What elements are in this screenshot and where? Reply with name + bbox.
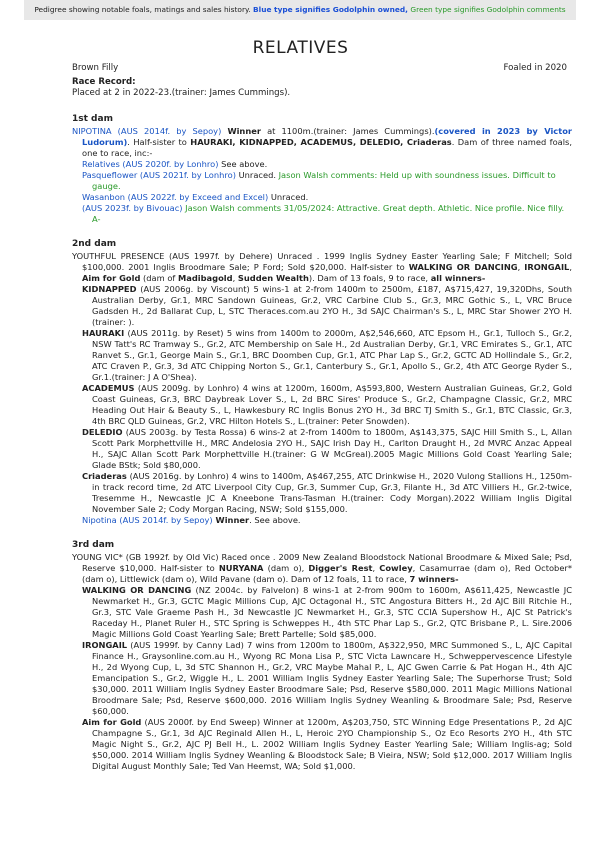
race-record-heading: Race Record: [72, 77, 136, 87]
third-dam-entry: YOUNG VIC* (GB 1992f. by Old Vic) Raced once . 2009 New Zealand Bloodstock National Broodmare & Mixed Sale; Psd, Reserve $10,000. Half-sister to NURYANA (dam o), Digger's Rest, Cowley, Casamurrae (dam o), Red October* (dam o), Littlewick (dam o), Wild Pavane (dam o). Dam of 12 foals, 11 to race, 7 winners- [72, 552, 572, 584]
pedigree-content [72, 114, 572, 772]
second-dam-heading: 2nd dam [72, 239, 117, 249]
foal-wasanbon: Wasanbon (AUS 2022f. by Exceed and Excel) Unraced. [82, 192, 309, 202]
second-dam-entry: YOUTHFUL PRESENCE (AUS 1997f. by Dehere) Unraced . 1999 Inglis Sydney Easter Yearling Sale; F Mitchell; Sold $100,000. 2001 Inglis Broodmare Sale; P Ford; Sold $20,000. Half-sister to WALKING OR DANCING, IRONGAIL, Aim for Gold (dam of Madibagold, Sudden Wealth). Dam of 13 foals, 9 to race, all winners- [72, 251, 572, 283]
banner-text: Pedigree showing notable foals, matings and sales history. [34, 5, 251, 14]
banner-green-note: Green type signifies Godolphin comments [410, 5, 566, 14]
first-dam-entry: NIPOTINA (AUS 2014f. by Sepoy) Winner at 1100m.(trainer: James Cummings).(covered in 2023 by Victor Ludorum). Half-sister to HAURAKI, KIDNAPPED, ACADEMUS, DELEDIO, Criaderas. Dam of three named foals, one to race, inc:- [72, 126, 572, 158]
foal-kidnapped: KIDNAPPED (AUS 2006g. by Viscount) 5 wins-1 at 2-from 1400m to 2500m, £187, A$715,427, 19,320Dhs, South Australian Derby, Gr.1, MRC Sandown Guineas, Gr.2, VRC Carbine Club S., Gr.3, MRC Gothic S., L, VRC Bruce Gadsden H., 2d Ballarat Cup, L, STC Theraces.com.au 2YO H., 3d SAJC Chairman's S., L, MRC Star Shower 2YO H.(trainer: ). [82, 284, 572, 327]
foal-hauraki: HAURAKI (AUS 2011g. by Reset) 5 wins from 1400m to 2000m, A$2,546,660, ATC Epsom H., Gr.1, Tulloch S., Gr.2, NSW Tatt's RC Tramway S., Gr.2, ATC Membership on Sale H., 2d Australian Derby, Gr.1, VRC Emirates S., Gr.1, ATC Ranvet S., Gr.1, George Main S., Gr.1, BRC Doomben Cup, Gr.1, ATC Phar Lap S., Gr.2, GCTC AD Hollindale S., Gr.2, ATC Craven P., Gr.3, 3d ATC Chipping Norton S., Gr.1, Canterbury S., Gr.1, Apollo S., Gr.2, 4th ATC George Ryder S., Gr.1.(trainer: J A O'Shea). [82, 328, 572, 382]
godolphin-comment: Jason Walsh comments 31/05/2024: Attractive. Great depth. Athletic. Nice profile. Nice filly. A- [92, 203, 565, 224]
foal-academus: ACADEMUS (AUS 2009g. by Lonhro) 4 wins at 1200m, 1600m, A$593,800, Western Australian Guineas, Gr.2, Gold Coast Guineas, Gr.3, BRC Daybreak Lover S., L, 2d BRC Sires' Produce S., Gr.2, Champagne Classic, Gr.2, MRC Heading Out Hair & Beauty S., L, Hawkesbury RC Inglis Bonus 2YO H., 3d BRC TJ Smith S., Gr.1, BTC Classic, Gr.3, 4th BRC QLD Guineas, Gr.2, VRC Hilton Hotels S., L.(trainer: Peter Snowden). [82, 383, 572, 426]
foal-nipotina: Nipotina (AUS 2014f. by Sepoy) Winner. See above. [82, 515, 301, 525]
banner-blue-note: Blue type signifies Godolphin owned, [253, 5, 408, 14]
first-dam-heading: 1st dam [72, 114, 113, 124]
foal-2023: (AUS 2023f. by Bivouac) Jason Walsh comments 31/05/2024: Attractive. Great depth. Athletic. Nice profile. Nice filly. A- [82, 203, 565, 224]
foal-relatives: Relatives (AUS 2020f. by Lonhro) See above. [82, 159, 268, 169]
foal-walking-or-dancing: WALKING OR DANCING (NZ 2004c. by Falvelon) 8 wins-1 at 2-from 900m to 1600m, A$611,425, Newcastle JC Newmarket H., Gr.3, GCTC Magic Millions Cup, AJC Octagonal H., STC Angostura Bitters H., 2d AJC Bill Ritchie H., Gr.3, STC Vale Graeme Pash H., 3d Newcastle JC Newmarket H., Gr.3, STC CCIA Supershow H., AJC St Patrick's Raceday H., Planet Ruler H., STC Spring is Schweppes H., 4th STC Phar Lap S., Gr.2, QTC Brisbane P., L. Sire.2006 Magic Millions Gold Coast Yearling Sale; Brett Partelle; Sold $85,000. [82, 585, 572, 639]
godolphin-comment: Jason Walsh comments: Held up with soundness issues. Difficult to gauge. [92, 170, 556, 191]
header-banner [24, 0, 576, 20]
third-dam-heading: 3rd dam [72, 540, 115, 550]
page-title: RELATIVES [252, 38, 349, 58]
foal-deledio: DELEDIO (AUS 2003g. by Testa Rossa) 6 wins-2 at 2-from 1400m to 1800m, A$143,375, SAJC Hill Smith S., L, Allan Scott Park Morphettville H., MRC Andelosia 2YO H., SAJC Irish Day H., Carlton Draught H., 2d MVRC Anzac Appeal H., SAJC Allan Scott Park Morphettville H.(trainer: G W McGreal).2005 Magic Millions Gold Coast Yearling Sale; Glade BStk; Sold $80,000. [82, 427, 572, 470]
foal-aim-for-gold: Aim for Gold (AUS 2000f. by End Sweep) Winner at 1200m, A$203,750, STC Winning Edge Presentations P., 2d AJC Champagne S., Gr.1, 3d AJC Reginald Allen H., L, Heroic 2YO Championship S., Oz Eco Resorts 2YO H., 4th STC Magic Night S., Gr.2, AJC PJ Bell H., L. 2002 William Inglis Sydney Easter Yearling Sale; William Inglis-ag; Sold $50,000. 2014 William Inglis Sydney Weanling & Bloodstock Sale; B Vieira, NSW; Sold $12,000. 2017 William Inglis Digital August Monthly Sale; Ted Van Heemst, WA; Sold $1,000. [82, 717, 572, 771]
foal-criaderas: Criaderas (AUS 2016g. by Lonhro) 4 wins to 1400m, A$467,255, ATC Drinkwise H., 2020 Vulong Stallions H., 1250m-in track record time, 2d ATC Liverpool City Cup, Gr.3, Summer Cup, Gr.3, Filante H., 3d ATC Villiers H., Gr.2-twice, Tresemme H., Newcastle JC A Kneebone Trans-Tasman H.(trainer: Cody Morgan).2022 William Inglis Digital November Sale 2; Cody Morgan Racing, NSW; Sold $155,000. [82, 471, 572, 514]
covered-note: (covered in 2023 by Victor Ludorum) [82, 126, 572, 147]
foaled-year: Foaled in 2020 [503, 63, 567, 73]
horse-description: Brown Filly [72, 63, 119, 73]
race-record-text: Placed at 2 in 2022-23.(trainer: James Cummings). [72, 88, 291, 98]
foal-irongail: IRONGAIL (AUS 1999f. by Canny Lad) 7 wins from 1200m to 1800m, A$322,950, MRC Summoned S., L, AJC Capital Finance H., Graysonline.com.au H., Wyong RC Mona Lisa P., STC Victa Lawncare H., Schweppervescence Lifestyle H., 2d Wyong Cup, L, 3d STC Shannon H., Gr.2, VRC Maybe Mahal P., L, AJC Gwen Carrie & Pat Hogan H., 4th AJC Emancipation S., Gr.2, Wiggle H., L. 2001 William Inglis Sydney Easter Yearling Sale; The Superhorse Trust; Sold $30,000. 2011 William Inglis Sydney Easter Broodmare Sale; Psd, Reserve $580,000. 2011 Magic Millions National Broodmare Sale; Psd, Reserve $600,000. 2016 William Inglis Sydney Weanling & Broodmare Sale; Psd, Reserve $60,000. [82, 640, 572, 716]
dam-name: NIPOTINA (AUS 2014f. by Sepoy) [72, 126, 222, 136]
foal-pasqueflower: Pasqueflower (AUS 2021f. by Lonhro) Unraced. Jason Walsh comments: Held up with soundness issues. Difficult to gauge. [82, 170, 556, 191]
